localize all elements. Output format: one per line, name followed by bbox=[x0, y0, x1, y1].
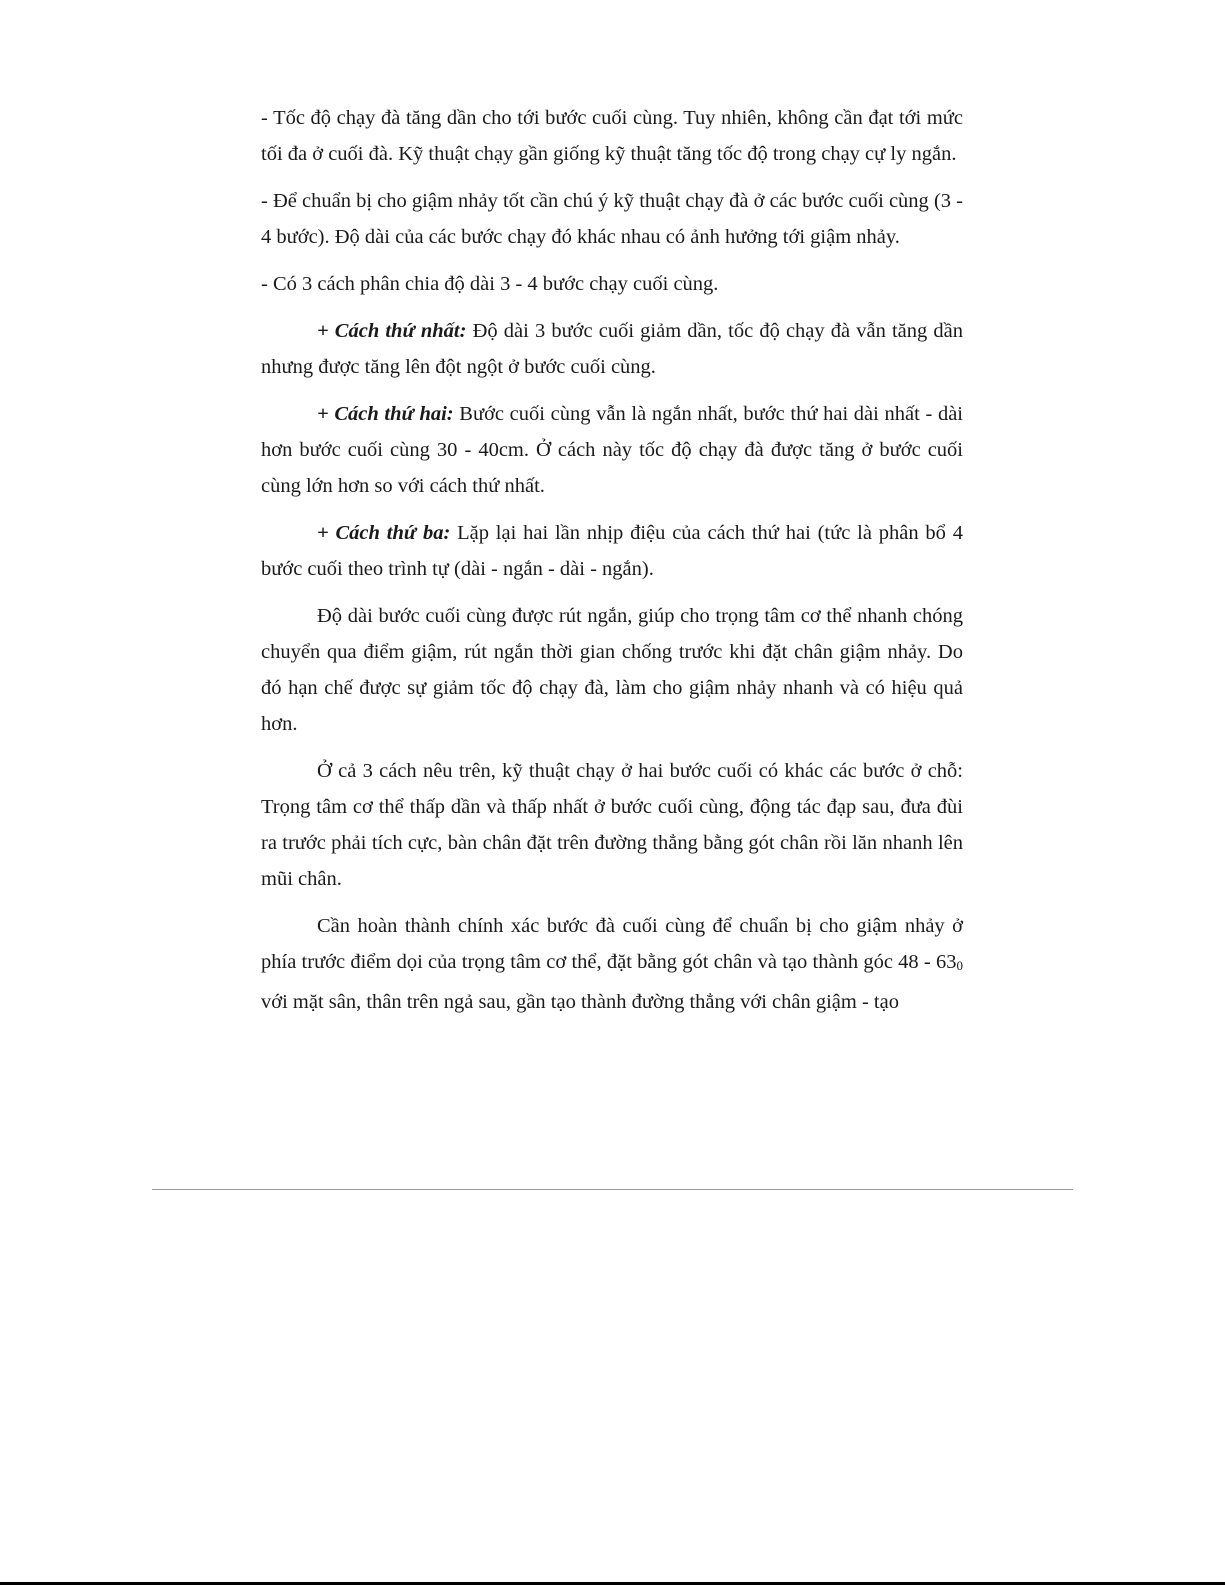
method-one-text: Độ dài 3 bước cuối giảm dần, tốc độ chạy đà vẫn tăng dần nhưng được tăng lên đột ngột ở bước cuối cùng. bbox=[261, 320, 963, 378]
final-step-text-a: Cần hoàn thành chính xác bước đà cuối cùng để chuẩn bị cho giậm nhảy ở phía trước điểm dọi của trọng tâm cơ thể, đặt bằng gót chân và tạo thành góc 48 - 63 bbox=[261, 915, 963, 973]
paragraph-shortened-step: Độ dài bước cuối cùng được rút ngắn, giúp cho trọng tâm cơ thể nhanh chóng chuyển qua điểm giậm, rút ngắn thời gian chống trước khi đặt chân giậm nhảy. Do đó hạn chế được sự giảm tốc độ chạy đà, làm cho giậm nhảy nhanh và có hiệu quả hơn. bbox=[261, 605, 963, 735]
method-three-heading: + Cách thứ ba: bbox=[317, 522, 451, 544]
degree-subscript: 0 bbox=[956, 958, 963, 973]
footer-divider bbox=[152, 1189, 1073, 1190]
paragraph-three-methods: - Có 3 cách phân chia độ dài 3 - 4 bước chạy cuối cùng. bbox=[261, 273, 719, 295]
page-body bbox=[261, 100, 963, 1031]
method-three-text: Lặp lại hai lần nhịp điệu của cách thứ hai (tức là phân bổ 4 bước cuối theo trình tự (dài - ngắn - dài - ngắn). bbox=[261, 522, 963, 580]
method-two-heading: + Cách thứ hai: bbox=[317, 403, 454, 425]
paragraph-technique-differences: Ở cả 3 cách nêu trên, kỹ thuật chạy ở hai bước cuối có khác các bước ở chỗ: Trọng tâm cơ thể thấp dần và thấp nhất ở bước cuối cùng, động tác đạp sau, đưa đùi ra trước phải tích cực, bàn chân đặt trên đường thẳng bằng gót chân rồi lăn nhanh lên mũi chân. bbox=[261, 760, 963, 890]
paragraph-running-speed: - Tốc độ chạy đà tăng dần cho tới bước cuối cùng. Tuy nhiên, không cần đạt tới mức tối đa ở cuối đà. Kỹ thuật chạy gần giống kỹ thuật tăng tốc độ trong chạy cự ly ngắn. bbox=[261, 107, 963, 165]
paragraph-method-one bbox=[261, 313, 963, 385]
paragraph-last-steps: - Để chuẩn bị cho giậm nhảy tốt cần chú ý kỹ thuật chạy đà ở các bước cuối cùng (3 - 4 bước). Độ dài của các bước chạy đó khác nhau có ảnh hưởng tới giậm nhảy. bbox=[261, 190, 963, 248]
paragraph-final-step bbox=[261, 908, 963, 1020]
method-one-heading: + Cách thứ nhất: bbox=[317, 320, 467, 342]
method-two-text: Bước cuối cùng vẫn là ngắn nhất, bước thứ hai dài nhất - dài hơn bước cuối cùng 30 - 40cm. Ở cách này tốc độ chạy đà được tăng ở bước cuối cùng lớn hơn so với cách thứ nhất. bbox=[261, 403, 963, 497]
paragraph-method-two bbox=[261, 396, 963, 504]
paragraph-method-three bbox=[261, 515, 963, 587]
final-step-text-b: với mặt sân, thân trên ngả sau, gần tạo thành đường thẳng với chân giậm - tạo bbox=[261, 991, 899, 1013]
